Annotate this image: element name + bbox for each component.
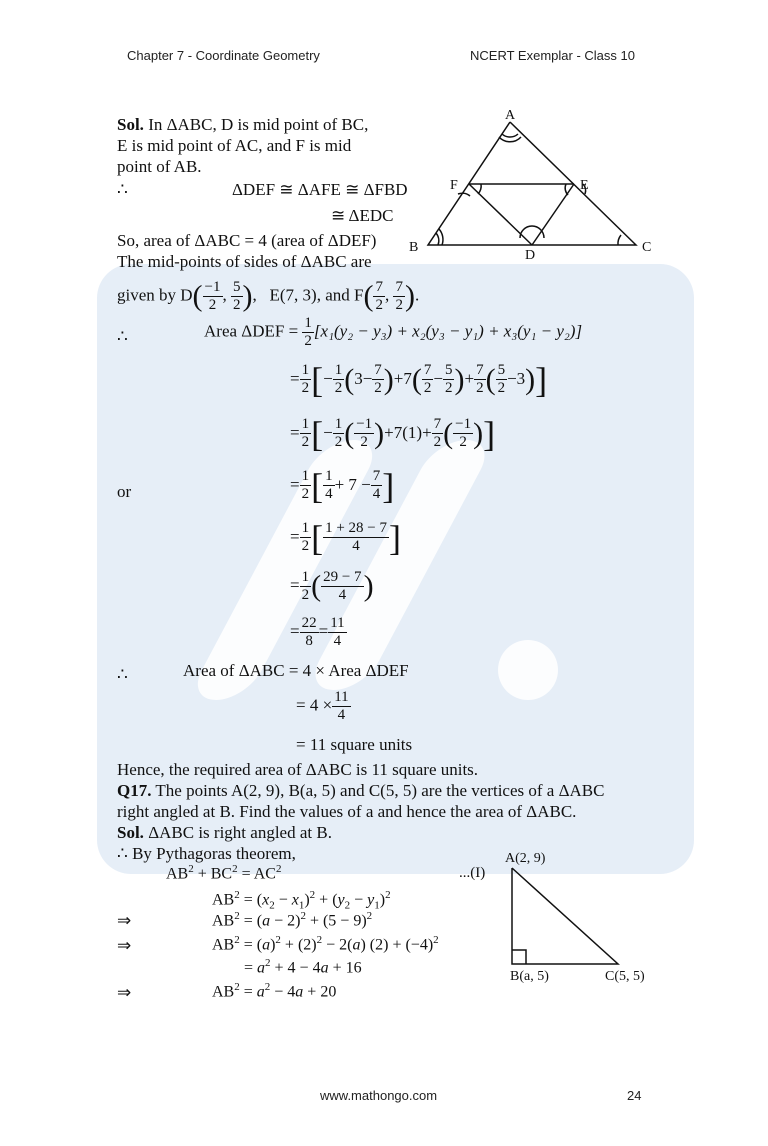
right-triangle-figure [500,860,660,970]
q17-pythagoras: ∴ By Pythagoras theorem, [117,844,296,863]
area-abc-line: Area of ΔABC = 4 × Area ΔDEF [183,661,409,680]
page-number: 24 [627,1088,642,1103]
fig1-label-c: C [642,240,652,255]
implies-1: ⇒ [117,911,132,930]
area-step-4: = $\frac{1}{2}$ [ $\frac{1 + 28 - 7}{4}$ ] [290,518,402,558]
eq-tag: ...(I) [459,865,486,881]
sol16-line-1: Sol. In ΔABC, D is mid point of BC, [117,115,369,134]
area-step-7: = 4 × $\frac{11}{4}$ [296,689,349,723]
implies-2: ⇒ [117,936,132,955]
sol16-line-7: The mid-points of sides of ΔABC are [117,252,372,271]
sol16-line-2: E is mid point of AC, and F is mid [117,136,352,155]
area-step-2: = $\frac{1}{2}$ [− $\frac{1}{2}$ ( $\frac{-1}{2}$ )+7(1)+ $\frac{7}{2}$ ( $\frac{-1}{2}$ )] [290,414,496,454]
sol16-line-5: ≅ ΔEDC [331,206,394,225]
fig1-label-d: D [525,248,536,263]
watermark-dot [498,640,558,700]
area-def-formula: Area ΔDEF = $\frac{1}{2}$ [x₁(y₂ − y₃) + x₂(y₃ − y₁) + x₃(y₁ − y₂)] [204,315,583,349]
or-label: or [117,482,132,501]
therefore-2: ∴ [117,327,128,346]
page-header-left: Chapter 7 - Coordinate Geometry [127,48,320,63]
q17-sol-line: Sol. ΔABC is right angled at B. [117,823,332,842]
eq-ab-2: $AB^2 = (a)^2 + (2)^2 - 2(a) (2) + (-4)^2$ [212,934,439,954]
sol16-line-4: ΔDEF ≅ ΔAFE ≅ ΔFBD [232,180,408,199]
hence-line: Hence, the required area of ΔABC is 11 square units. [117,760,479,779]
eq-ab-3: = $a^2 + 4 - 4a + 16$ [244,957,362,977]
given-points-line: given by D( $\frac{-1}{2}$ , $\frac{5}{2}$ ), E(7, 3), and F( $\frac{7}{2}$ , $\frac{7}{2}$ ). [117,279,420,313]
eq-ab-1: $AB^2 = (a - 2)^2 + (5 - 9)^2$ [212,910,373,930]
right-triangle-abc [512,868,618,964]
implies-3: ⇒ [117,983,132,1002]
sol16-line-6: So, area of ΔABC = 4 (area of ΔDEF) [117,231,377,250]
area-result: = 11 square units [296,735,413,754]
eq-ab-4: $AB^2 = a^2 - 4a + 20$ [212,981,337,1001]
fig2-label-a: A(2, 9) [505,851,546,866]
fig2-label-b: B(a, 5) [510,969,549,984]
fig1-label-a: A [505,108,516,123]
area-step-1: = $\frac{1}{2}$ [− $\frac{1}{2}$ (3− $\frac{7}{2}$ )+7( $\frac{7}{2}$ − $\frac{5}{2}$ )+ $\frac{7}{2}$ ( $\frac{5}{2}$ −3)] [290,360,548,400]
footer-url[interactable]: www.mathongo.com [320,1088,438,1103]
therefore-1: ∴ [117,180,128,199]
area-step-6: = $\frac{22}{8}$ = $\frac{11}{4}$ [290,615,345,649]
therefore-3: ∴ [117,665,128,684]
sol16-line-3: point of AB. [117,157,202,176]
area-step-3: = $\frac{1}{2}$ [ $\frac{1}{4}$ + 7 − $\frac{7}{4}$ ] [290,466,395,506]
fig2-label-c: C(5, 5) [605,969,645,984]
fig1-label-f: F [450,178,458,193]
q17-line-1: Q17. The points A(2, 9), B(a, 5) and C(5, 5) are the vertices of a ΔABC [117,781,605,800]
segment-ed [532,184,574,245]
fig1-label-b: B [409,240,419,255]
triangle-figure [408,106,668,266]
eq-pythagoras: $AB^2 + BC^2 = AC^2$ [166,863,282,883]
fig1-label-e: E [580,178,589,193]
eq-distance: $AB^2 = (x_2 - x_1)^2 + (y_2 - y_1)^2$ [212,889,391,912]
area-step-5: = $\frac{1}{2}$ ( $\frac{29 - 7}{4}$ ) [290,569,374,603]
right-angle-marker [512,950,526,964]
page-header-right: NCERT Exemplar - Class 10 [470,48,635,63]
q17-line-2: right angled at B. Find the values of a and hence the area of ΔABC. [117,802,577,821]
